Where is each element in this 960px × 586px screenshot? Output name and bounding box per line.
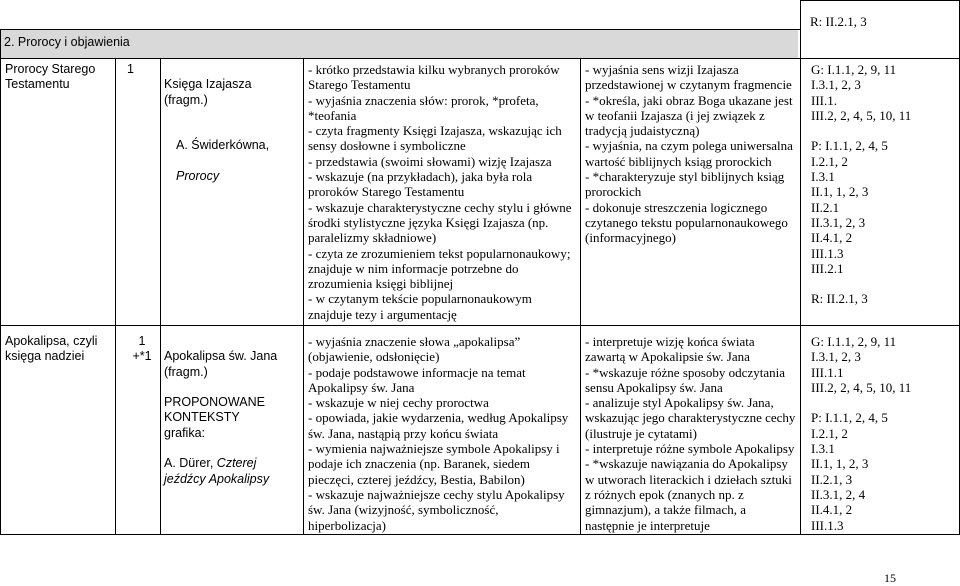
text-title: Apokalipsa św. Jana (fragm.) PROPONOWANE KONTEKSTY grafika: (164, 349, 278, 440)
row-divider (1, 325, 960, 326)
text-title: Księga Izajasza (fragm.) (164, 77, 252, 107)
text-work: Czterej jeźdźcy Apokalipsy (164, 456, 270, 486)
curriculum-references-cell: G: I.1.1, 2, 9, 11 I.3.1, 2, 3 III.1. III.2, 2, 4, 5, 10, 11 P: I.1.1, 2, 4, 5 I.2.1, 2 I.3.1 II.1, 1, 2, 3 II.2.1 II.3.1, 2, 3 II.4.1, 2 III.1.3 III.2.1 R: II.2.1, 3 (811, 62, 912, 307)
extended-requirements-cell: - wyjaśnia sens wizji Izajasza przedstawionej w czytanym fragmencie - *określa, jaki obraz Boga ukazane jest w teofanii Izajasza (i jej związek z tradycją judaistyczną) - wyjaśnia, na czym polega uniwersalna wartość biblijnych ksiąg prorockich - *charakteryzuje styl biblijnych ksiąg prorockich - dokonuje streszczenia logicznego czytanego tekstu popularnonaukowego (informacyjnego) (585, 62, 793, 246)
topic-cell: Prorocy Starego Testamentu (5, 62, 96, 92)
column-divider (303, 58, 304, 535)
section-reference: R: II.2.1, 3 (810, 14, 867, 29)
hours-cell: 1 +*1 (132, 334, 152, 364)
text-work: Prorocy (176, 169, 220, 184)
extended-requirements-cell: - interpretuje wizję końca świata zawartą w Apokalipsie św. Jana - *wskazuje różne sposoby odczytania sensu Apokalipsy św. Jana - analizuje styl Apokalipsy św. Jana, wskazując jego charakterystyczne cechy (ilustruje je cytatami) - interpretuje różne symbole Apokalipsy - *wskazuje nawiązania do Apokalipsy w utworach literackich i dziełach sztuki z różnych epok (znanych np. z gimnazjum), a także filmach, a następnie je interpretuje (585, 334, 796, 533)
column-divider (800, 0, 801, 535)
topic-cell: Apokalipsa, czyli księga nadziei (5, 334, 98, 364)
section-title: 2. Prorocy i objawienia (4, 35, 130, 49)
column-divider (580, 58, 581, 535)
basic-requirements-cell: - krótko przedstawia kilku wybranych proroków Starego Testamentu - wyjaśnia znaczenia słów: prorok, *profeta, *teofania - czyta fragmenty Księgi Izajasza, wskazując ich sensy dosłowne i symboliczne - przedstawia (swoimi słowami) wizję Izajasza - wskazuje (na przykładach), jaka była rola proroków Starego Testamentu - wskazuje charakterystyczne cechy stylu i główne środki stylistyczne języka Księgi Izajasza (np. paralelizmy składniowe) - czyta ze zrozumieniem tekst popularnonaukowy; znajduje w nim informacje potrzebne do zrozumienia księgi biblijnej - w czytanym tekście popularnonaukowym znajduje tezy i argumentację (308, 62, 572, 322)
table-bottom-border (1, 534, 960, 535)
header-bottom-border (1, 58, 960, 59)
table-left-border (0, 29, 1, 535)
text-author: A. Świderkówna, (176, 138, 270, 153)
hours-cell: 1 (127, 62, 134, 76)
text-author: A. Dürer, (164, 456, 217, 471)
header-top-border (1, 29, 800, 30)
text-cell (164, 62, 300, 215)
page-number: 15 (884, 571, 896, 585)
basic-requirements-cell: - wyjaśnia znaczenie słowa „apokalipsa” (objawienie, odsłonięcie) - podaje podstawowe informacje na temat Apokalipsy św. Jana - wskazuje w niej cechy proroctwa - opowiada, jakie wydarzenia, według Apokalipsy św. Jana, nastąpią przy końcu świata - wymienia najważniejsze symbole Apokalipsy i podaje ich znaczenia (np. Baranek, siedem pieczęci, czterej jeźdźcy, Bestia, Babilon) - wskazuje najważniejsze cechy stylu Apokalipsy św. Jana (wizyjność, symboliczność, hiperbolizacja) (308, 334, 569, 533)
curriculum-references-cell: G: I.1.1, 2, 9, 11 I.3.1, 2, 3 III.1.1 III.2, 2, 4, 5, 10, 11 P: I.1.1, 2, 4, 5 I.2.1, 2 I.3.1 II.1, 1, 2, 3 II.2.1, 3 II.3.1, 2, 4 II.4.1, 2 III.1.3 (811, 334, 912, 533)
text-source (164, 456, 300, 487)
text-author-block (164, 123, 300, 199)
column-divider (115, 58, 116, 535)
table-top-border (800, 0, 960, 1)
text-cell (164, 334, 300, 502)
column-divider (160, 58, 161, 535)
